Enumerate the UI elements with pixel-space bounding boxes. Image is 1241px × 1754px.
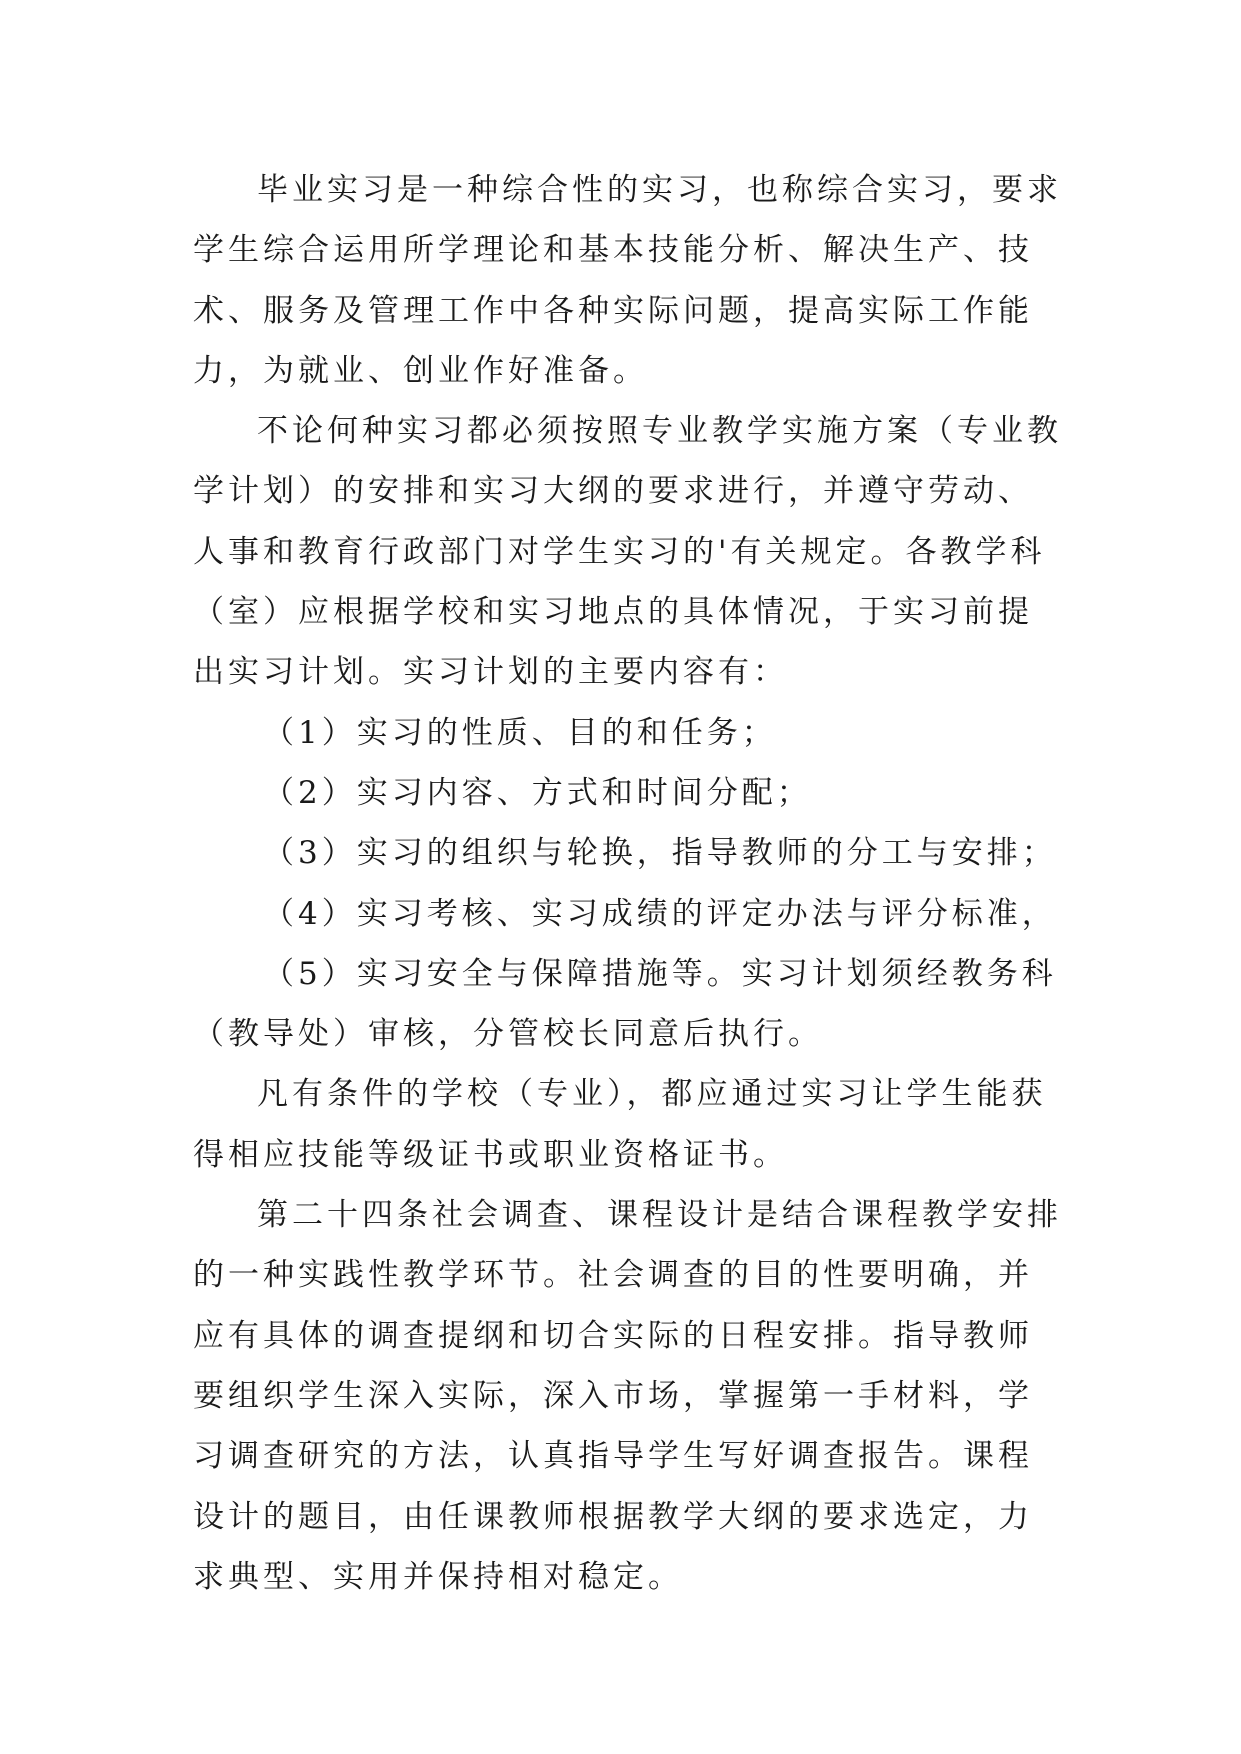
paragraph-internship-plan: 不论何种实习都必须按照专业教学实施方案（专业教学计划）的安排和实习大纲的要求进行，并遵守劳动、人事和教育行政部门对学生实习的'有关规定。各教学科（室）应根据学校和实习地点的具体情况，于实习前提出实习计划。实习计划的主要内容有： [193, 413, 1062, 691]
list-item-4: （4）实习考核、实习成绩的评定办法与评分标准， [263, 895, 1057, 932]
paragraph-certificates: 凡有条件的学校（专业），都应通过实习让学生能获得相应技能等级证书或职业资格证书。 [193, 1076, 1047, 1173]
list-item-1: （1）实习的性质、目的和任务； [263, 714, 777, 751]
list-item-2: （2）实习内容、方式和时间分配； [263, 774, 812, 811]
document-body [193, 160, 1063, 1607]
list-item-3: （3）实习的组织与轮换，指导教师的分工与安排； [263, 835, 1057, 872]
paragraph-graduation-internship: 毕业实习是一种综合性的实习，也称综合实习，要求学生综合运用所学理论和基本技能分析、解决生产、技术、服务及管理工作中各种实际问题，提高实际工作能力，为就业、创业作好准备。 [193, 172, 1062, 389]
paragraph-article-24: 第二十四条社会调查、课程设计是结合课程教学安排的一种实践性教学环节。社会调查的目的性要明确，并应有具体的调查提纲和切合实际的日程安排。指导教师要组织学生深入实际，深入市场，掌握第一手材料，学习调查研究的方法，认真指导学生写好调查报告。课程设计的题目，由任课教师根据教学大纲的要求选定，力求典型、实用并保持相对稳定。 [193, 1197, 1062, 1595]
list-item-5: （5）实习安全与保障措施等。实习计划须经教务科（教导处）审核，分管校长同意后执行。 [193, 955, 1057, 1053]
